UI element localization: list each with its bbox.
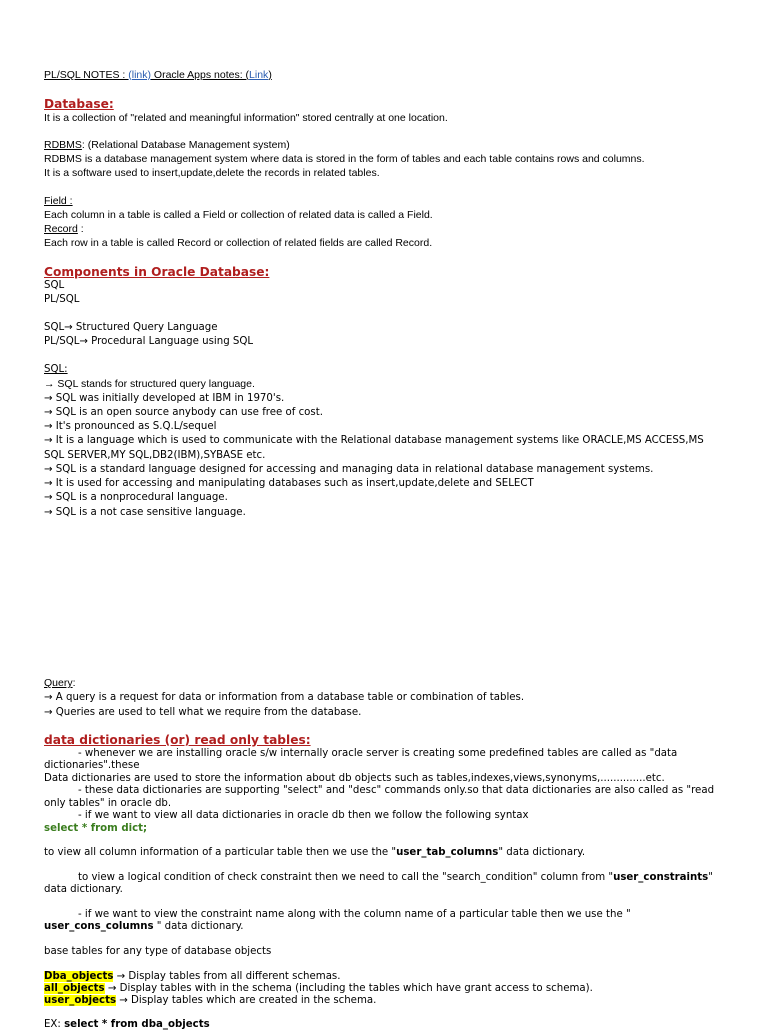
sql-point: → SQL is a nonprocedural language.	[44, 492, 228, 503]
record-term: Record	[44, 223, 78, 235]
dict-syntax: select * from dict;	[44, 823, 148, 834]
sql-point: → It is a language which is used to communicate with the Relational database management systems like ORACLE,MS ACCESS,MS	[44, 435, 704, 446]
col-post: " data dictionary.	[498, 847, 586, 858]
query-heading-line	[44, 677, 76, 690]
object-desc: → Display tables with in the schema (including the tables which have grant access to schema).	[104, 983, 593, 994]
component-expansion: SQL→ Structured Query Language	[44, 322, 218, 333]
base-tables-line: base tables for any type of database objects	[44, 946, 272, 957]
oracle-apps-close: )	[268, 69, 272, 81]
query-point: → A query is a request for data or information from a database table or combination of tables.	[44, 692, 525, 703]
user-constraints-line	[44, 871, 713, 884]
sql-point: → SQL was initially developed at IBM in 1970's.	[44, 393, 285, 404]
example-label: EX:	[44, 1019, 65, 1030]
record-term-line	[44, 223, 84, 236]
cons-columns-line-2	[44, 920, 244, 933]
query-heading: Query	[44, 677, 73, 689]
field-term: Field :	[44, 195, 73, 207]
plsql-notes-label: PL/SQL NOTES :	[44, 69, 129, 81]
object-desc: → Display tables from all different schemas.	[113, 971, 341, 982]
example-code: select * from dba_objects	[64, 1019, 210, 1030]
components-heading: Components in Oracle Database:	[44, 265, 270, 279]
plsql-notes-link[interactable]: (link)	[128, 69, 151, 81]
object-name: Dba_objects	[44, 971, 114, 982]
dictionaries-line-4: - if we want to view all data dictionaries in oracle db then we follow the following syntax	[78, 810, 529, 821]
sql-point: SQL SERVER,MY SQL,DB2(IBM),SYBASE etc.	[44, 450, 266, 461]
user-tab-columns-line	[44, 846, 585, 859]
sql-point: → SQL is an open source anybody can use free of cost.	[44, 407, 323, 418]
component-expansion: PL/SQL→ Procedural Language using SQL	[44, 336, 254, 347]
object-row	[44, 994, 376, 1007]
sql-point: → It is used for accessing and manipulating databases such as insert,update,delete and SELECT	[44, 478, 534, 489]
sql-point: → It's pronounced as S.Q.L/sequel	[44, 421, 217, 432]
dictionaries-line-3: - these data dictionaries are supporting "select" and "desc" commands only.so that data dictionaries are also called as "read	[78, 785, 715, 796]
dictionaries-line-3b: only tables" in oracle db.	[44, 798, 172, 809]
user-tab-columns: user_tab_columns	[396, 847, 499, 858]
object-desc: → Display tables which are created in the schema.	[116, 995, 377, 1006]
database-heading: Database:	[44, 97, 114, 111]
rdbms-line-1: RDBMS is a database management system where data is stored in the form of tables and each table contains rows and columns.	[44, 153, 645, 165]
rdbms-expansion: : (Relational Database Management system)	[81, 139, 290, 151]
object-name: user_objects	[44, 995, 117, 1006]
oracle-apps-link[interactable]: Link	[249, 69, 269, 81]
rdbms-term: RDBMS	[44, 139, 82, 151]
user-cons-columns: user_cons_columns	[44, 921, 154, 932]
component-item: PL/SQL	[44, 294, 80, 305]
sql-point: → SQL is a standard language designed for accessing and managing data in relational database management systems.	[44, 464, 654, 475]
rdbms-term-line	[44, 139, 290, 152]
query-colon: :	[72, 677, 76, 689]
component-item: SQL	[44, 280, 65, 291]
query-point: → Queries are used to tell what we require from the database.	[44, 707, 362, 718]
object-name: all_objects	[44, 983, 105, 994]
field-definition: Each column in a table is called a Field or collection of related data is called a Field.	[44, 209, 433, 221]
dictionaries-line-1b: dictionaries".these	[44, 760, 140, 771]
sql-point: → SQL stands for structured query language.	[44, 378, 255, 390]
oracle-apps-label: Oracle Apps notes: (	[150, 69, 250, 81]
col-pre: to view all column information of a particular table then we use the "	[44, 847, 397, 858]
user-constraints: user_constraints	[613, 872, 709, 883]
cons-post: " data dictionary.	[153, 921, 244, 932]
rdbms-line-2: It is a software used to insert,update,delete the records in related tables.	[44, 167, 380, 179]
check-pre: to view a logical condition of check constraint then we need to call the "search_condition" column from "	[78, 872, 614, 883]
database-definition: It is a collection of "related and meaningful information" stored centrally at one location.	[44, 112, 448, 124]
dictionaries-heading: data dictionaries (or) read only tables:	[44, 733, 311, 747]
record-colon: :	[77, 223, 84, 235]
header-links	[44, 69, 272, 82]
example-line	[44, 1018, 210, 1031]
sql-heading: SQL:	[44, 364, 68, 375]
sql-point: → SQL is a not case sensitive language.	[44, 507, 246, 518]
dictionaries-line-1: - whenever we are installing oracle s/w internally oracle server is creating some predefined tables are called as "data	[78, 748, 678, 759]
cons-columns-line: - if we want to view the constraint name along with the column name of a particular table then we use the "	[78, 909, 631, 920]
dictionaries-line-2: Data dictionaries are used to store the information about db objects such as tables,indexes,views,synonyms,..............etc.	[44, 773, 665, 784]
user-constraints-tail: data dictionary.	[44, 884, 123, 895]
record-definition: Each row in a table is called Record or collection of related fields are called Record.	[44, 237, 433, 249]
check-post: "	[708, 872, 713, 883]
